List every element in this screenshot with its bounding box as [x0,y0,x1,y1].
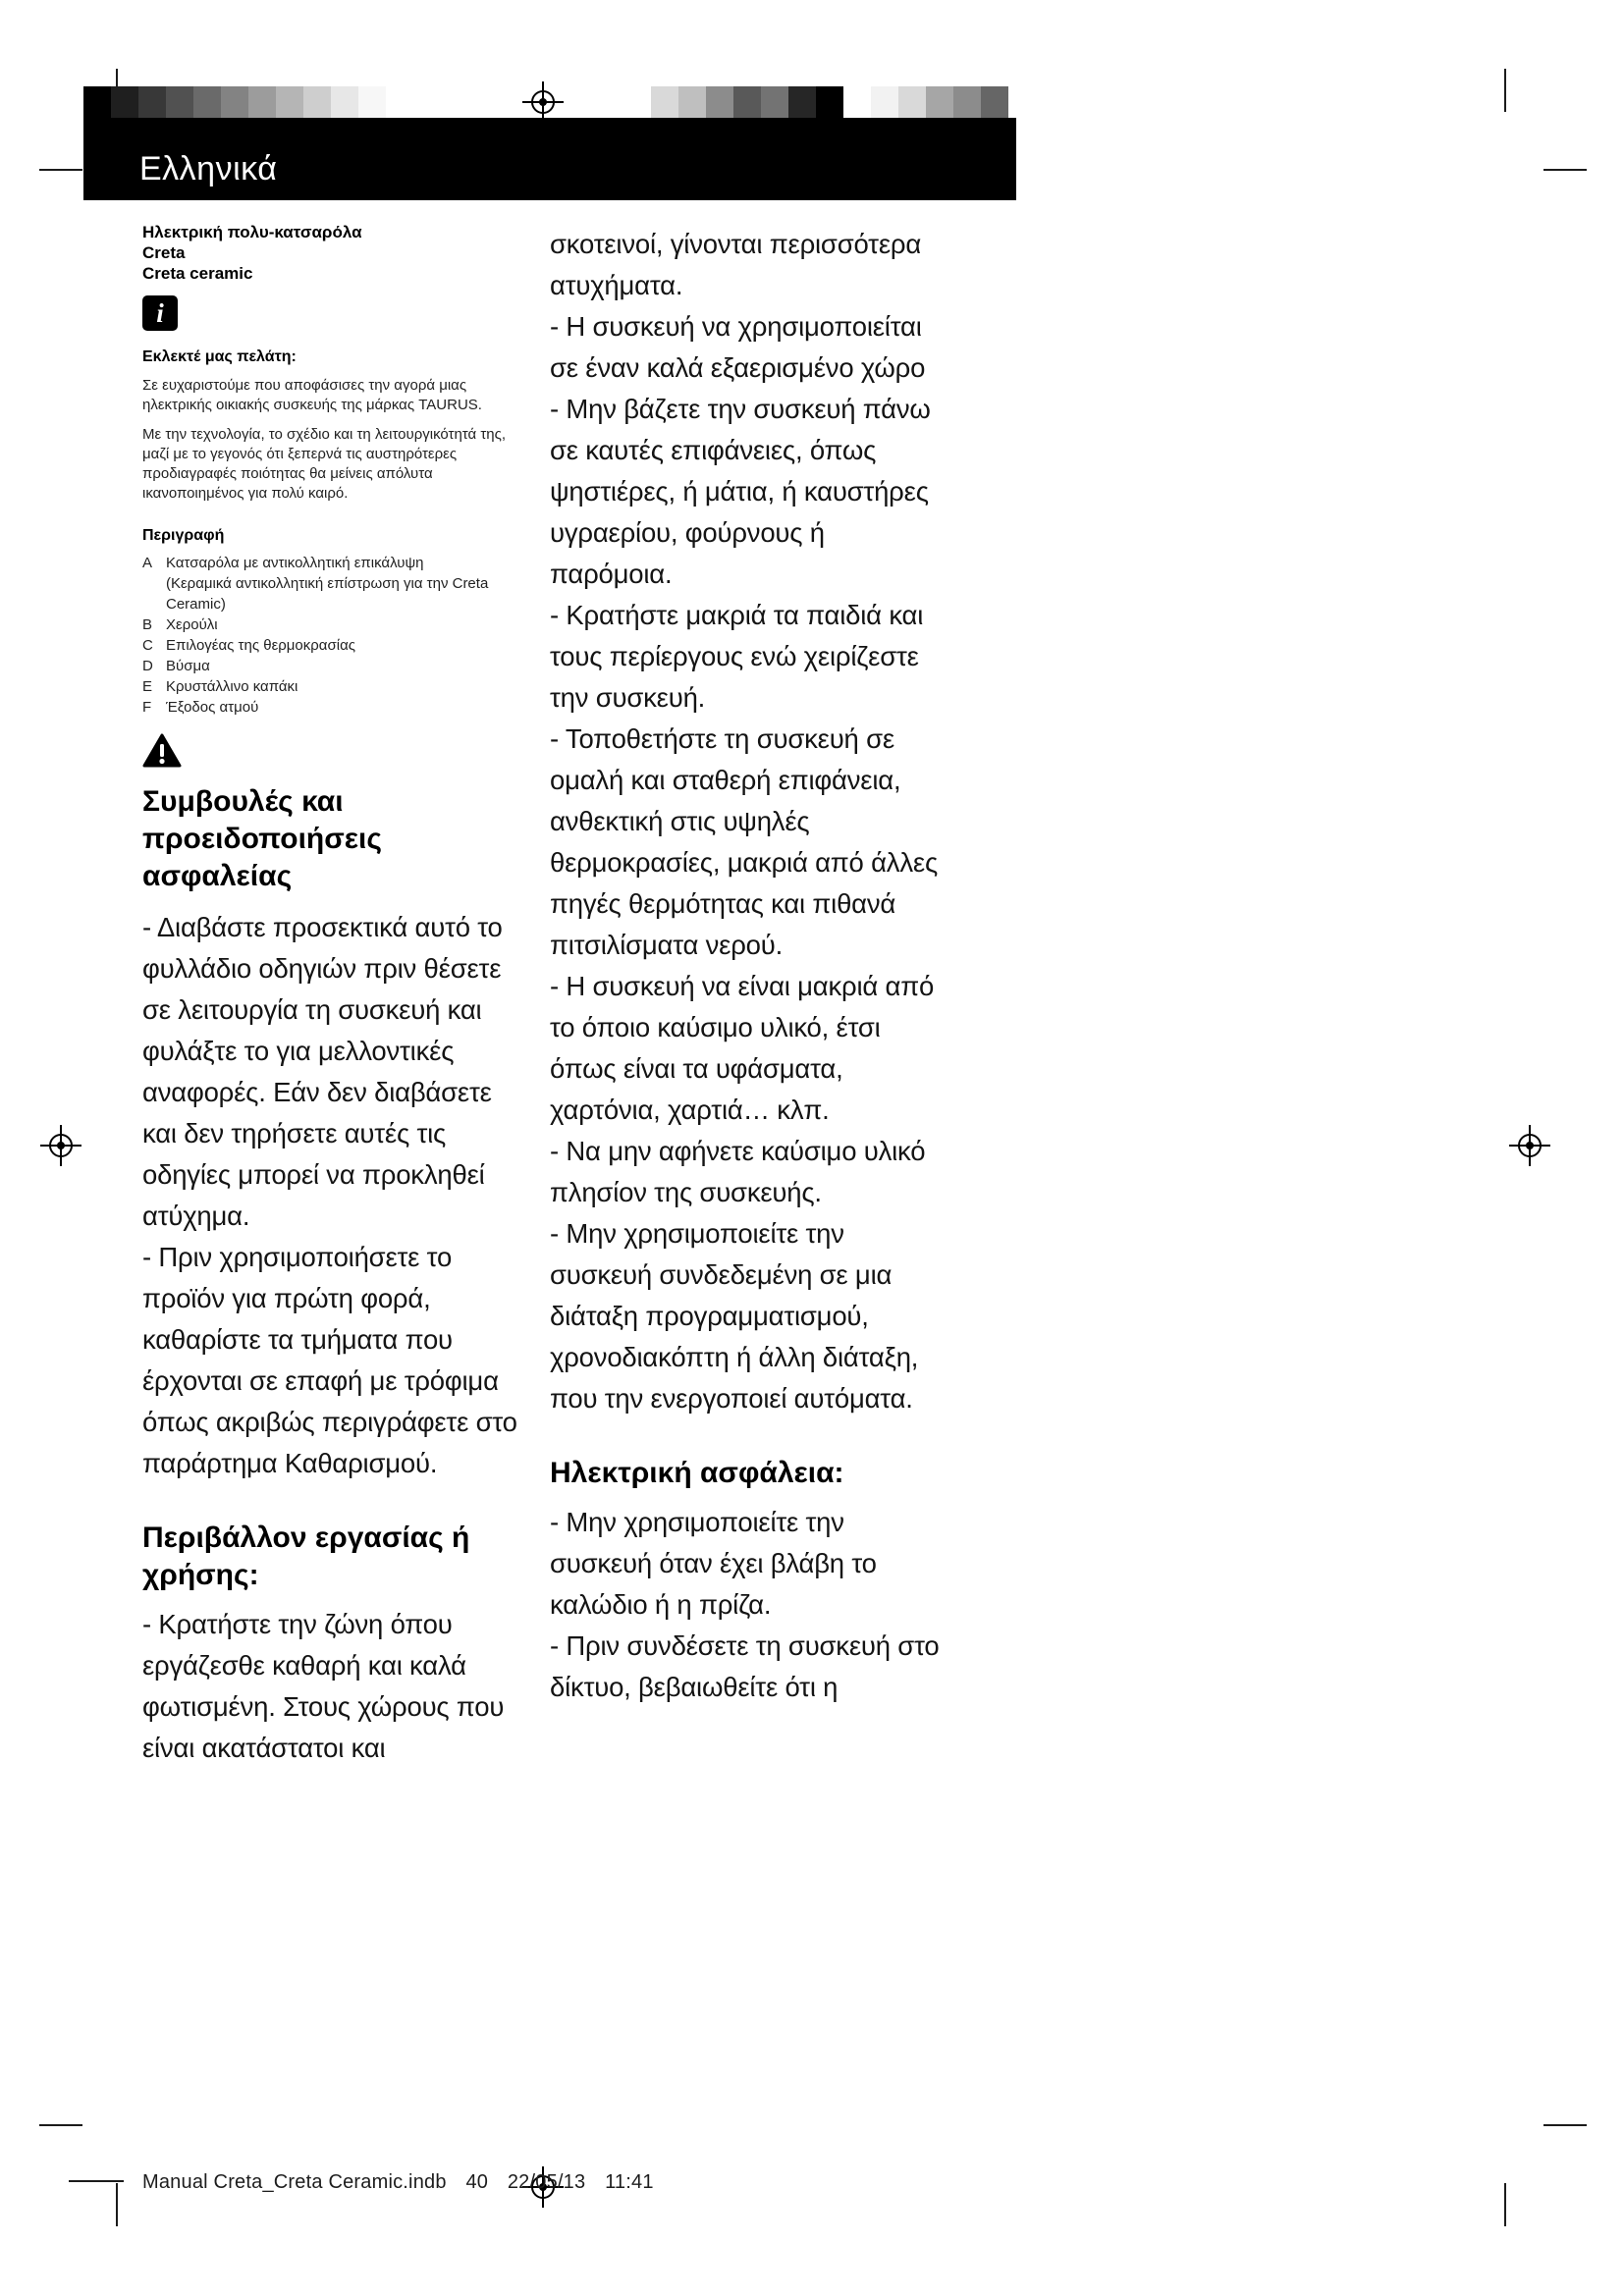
description-item-key [142,573,166,614]
calibration-swatch [816,86,843,119]
registration-mark-right [1508,1124,1551,1167]
description-item-text: Χερούλι [166,616,218,633]
calibration-swatch [303,86,331,119]
crop-mark [39,2124,82,2126]
calibration-swatch [788,86,816,119]
calibration-swatch [413,86,441,119]
crop-mark [1504,2183,1506,2226]
footer [142,2171,668,2194]
body-paragraph: - Μην βάζετε την συσκευή πάνω σε καυτές επιφάνειες, όπως ψηστιέρες, ή μάτια, ή καυστήρες υγραερίου, φούρνους ή παρόμοια. [550,394,931,589]
calibration-swatch [221,86,248,119]
crop-mark [1504,69,1506,112]
description-list [142,553,527,718]
crop-mark [39,169,82,171]
crop-mark [1543,169,1587,171]
calibration-swatch [331,86,358,119]
calibration-swatch [193,86,221,119]
body-paragraph: - Κρατήστε την ζώνη όπου εργάζεσθε καθαρή και καλά φωτισμένη. Στους χώρους που είναι ακατάστατοι και [142,1609,505,1763]
calibration-swatch [706,86,733,119]
description-item-text: Κρυστάλλινο καπάκι [166,678,298,695]
body-paragraph: - Διαβάστε προσεκτικά αυτό το φυλλάδιο οδηγιών πριν θέσετε σε λειτουργία τη συσκευή και φυλάξτε το για μελλοντικές αναφορές. Εάν δεν διαβάσετε και δεν τηρήσετε αυτές τις οδηγίες μπορεί να προκληθεί ατύχημα. [142,912,503,1231]
description-item-key: A [142,555,153,571]
description-item-text: Επιλογέας της θερμοκρασίας [166,637,355,654]
registration-mark-icon [1508,1124,1551,1167]
footer-time: 11:41 [605,2171,654,2193]
description-item [142,697,527,718]
language-title: Ελληνικά [139,150,278,187]
description-item [142,614,527,635]
body-paragraph: - Πριν χρησιμοποιήσετε το προϊόν για πρώτη φορά, καθαρίστε τα τμήματα που έρχονται σε επαφή με τρόφιμα όπως ακριβώς περιγράφετε στο παράρτημα Καθαρισμού. [142,1242,517,1478]
description-item [142,635,527,656]
body-paragraph: - Να μην αφήνετε καύσιμο υλικό πλησίον της συσκευής. [550,1136,926,1207]
calibration-swatch [761,86,788,119]
body-paragraph: - Μην χρησιμοποιείτε την συσκευή συνδεδεμένη σε μια διάταξη προγραμματισμού, χρονοδιακόπτη ή άλλη διάταξη, που την ενεργοποιεί αυτόματα. [550,1218,919,1414]
calibration-swatch [871,86,898,119]
calibration-swatch [678,86,706,119]
calibration-swatch [166,86,193,119]
body-paragraph: - Κρατήστε μακριά τα παιδιά και τους περίεργους ενώ χειρίζεστε την συσκευή. [550,600,924,713]
description-item [142,656,527,676]
calibration-swatch [111,86,138,119]
calibration-swatch [138,86,166,119]
calibration-swatch [898,86,926,119]
body-paragraph: σκοτεινοί, γίνονται περισσότερα ατυχήματα. [550,229,922,300]
body-paragraph: - Μην χρησιμοποιείτε την συσκευή όταν έχει βλάβη το καλώδιο ή η πρίζα. [550,1507,877,1620]
right-column [550,224,943,1708]
registration-mark-left [39,1124,82,1167]
crop-mark [116,2183,118,2226]
description-item-text: Κατσαρόλα με αντικολλητική επικάλυψη [166,555,424,571]
greeting-paragraph: Με την τεχνολογία, το σχέδιο και τη λειτουργικότητά της, μαζί με το γεγονός ότι ξεπερνά τις αυστηρότερες προδιαγραφές ποιότητας θα μείνεις απόλυτα ικανοποιημένος για πολύ καιρό. [142,426,507,502]
body-paragraph: - Τοποθετήστε τη συσκευή σε ομαλή και σταθερή επιφάνεια, ανθεκτική στις υψηλές θερμοκρασίες, μακριά από άλλες πηγές θερμότητας και πιθανά πιτσιλίσματα νερού. [550,723,939,960]
registration-mark-icon [39,1124,82,1167]
left-column [142,222,527,1769]
calibration-swatch [651,86,678,119]
description-item-key: E [142,678,153,695]
description-item-key: B [142,616,153,633]
description-item-text: (Κεραμικά αντικολλητική επίστρωση για την Creta Ceramic) [166,575,489,613]
description-item [142,573,527,614]
description-item-key: D [142,658,153,674]
calibration-swatch [926,86,953,119]
calibration-swatch [953,86,981,119]
language-header-bar [83,118,1016,200]
body-paragraph: - Η συσκευή να χρησιμοποιείται σε έναν καλά εξαερισμένο χώρο [550,311,926,383]
greeting-paragraph: Σε ευχαριστούμε που αποφάσισες την αγορά μιας ηλεκτρικής οικιακής συσκευής της μάρκας TAURUS. [142,377,482,413]
info-icon [142,295,178,331]
description-title: Περιγραφή [142,527,225,544]
footer-filename: Manual Creta_Creta Ceramic.indb [142,2171,447,2193]
calibration-swatch [276,86,303,119]
info-icon-glyph: i [156,297,164,328]
calibration-strip-left [83,86,441,119]
customer-salutation: Εκλεκτέ μας πελάτη: [142,348,297,365]
description-item-key: C [142,637,153,654]
calibration-swatch [843,86,871,119]
calibration-swatch [733,86,761,119]
warning-triangle-icon [142,733,182,769]
description-item-key: F [142,699,152,716]
calibration-swatch [358,86,386,119]
crop-mark [69,2180,124,2182]
description-item-text: Βύσμα [166,658,210,674]
product-model: Creta ceramic [142,264,253,283]
safety-section-title: Συμβουλές και προειδοποιήσεις ασφαλείας [142,785,382,892]
safety-section-body [142,907,527,1484]
footer-page-number: 40 [465,2171,489,2193]
warning-icon [142,733,527,774]
crop-mark [1543,2124,1587,2126]
calibration-swatch [83,86,111,119]
footer-date: 22/05/13 [507,2171,586,2193]
calibration-strip-right [651,86,1008,119]
description-item [142,676,527,697]
calibration-swatch [248,86,276,119]
product-model: Creta [142,243,186,262]
description-item-text: Έξοδος ατμού [166,699,259,716]
body-paragraph: - Πριν συνδέσετε τη συσκευή στο δίκτυο, βεβαιωθείτε ότι η [550,1630,940,1702]
electrical-section-title: Ηλεκτρική ασφάλεια: [550,1457,844,1489]
product-title-block [142,222,527,284]
calibration-swatch [386,86,413,119]
product-type-label: Ηλεκτρική πολυ-κατσαρόλα [142,223,362,241]
description-item [142,553,527,573]
body-paragraph: - Η συσκευή να είναι μακριά από το όποιο καύσιμο υλικό, έτσι όπως είναι τα υφάσματα, χαρτόνια, χαρτιά… κλπ. [550,971,935,1125]
calibration-swatch [981,86,1008,119]
environment-section-title: Περιβάλλον εργασίας ή χρήσης: [142,1522,470,1591]
